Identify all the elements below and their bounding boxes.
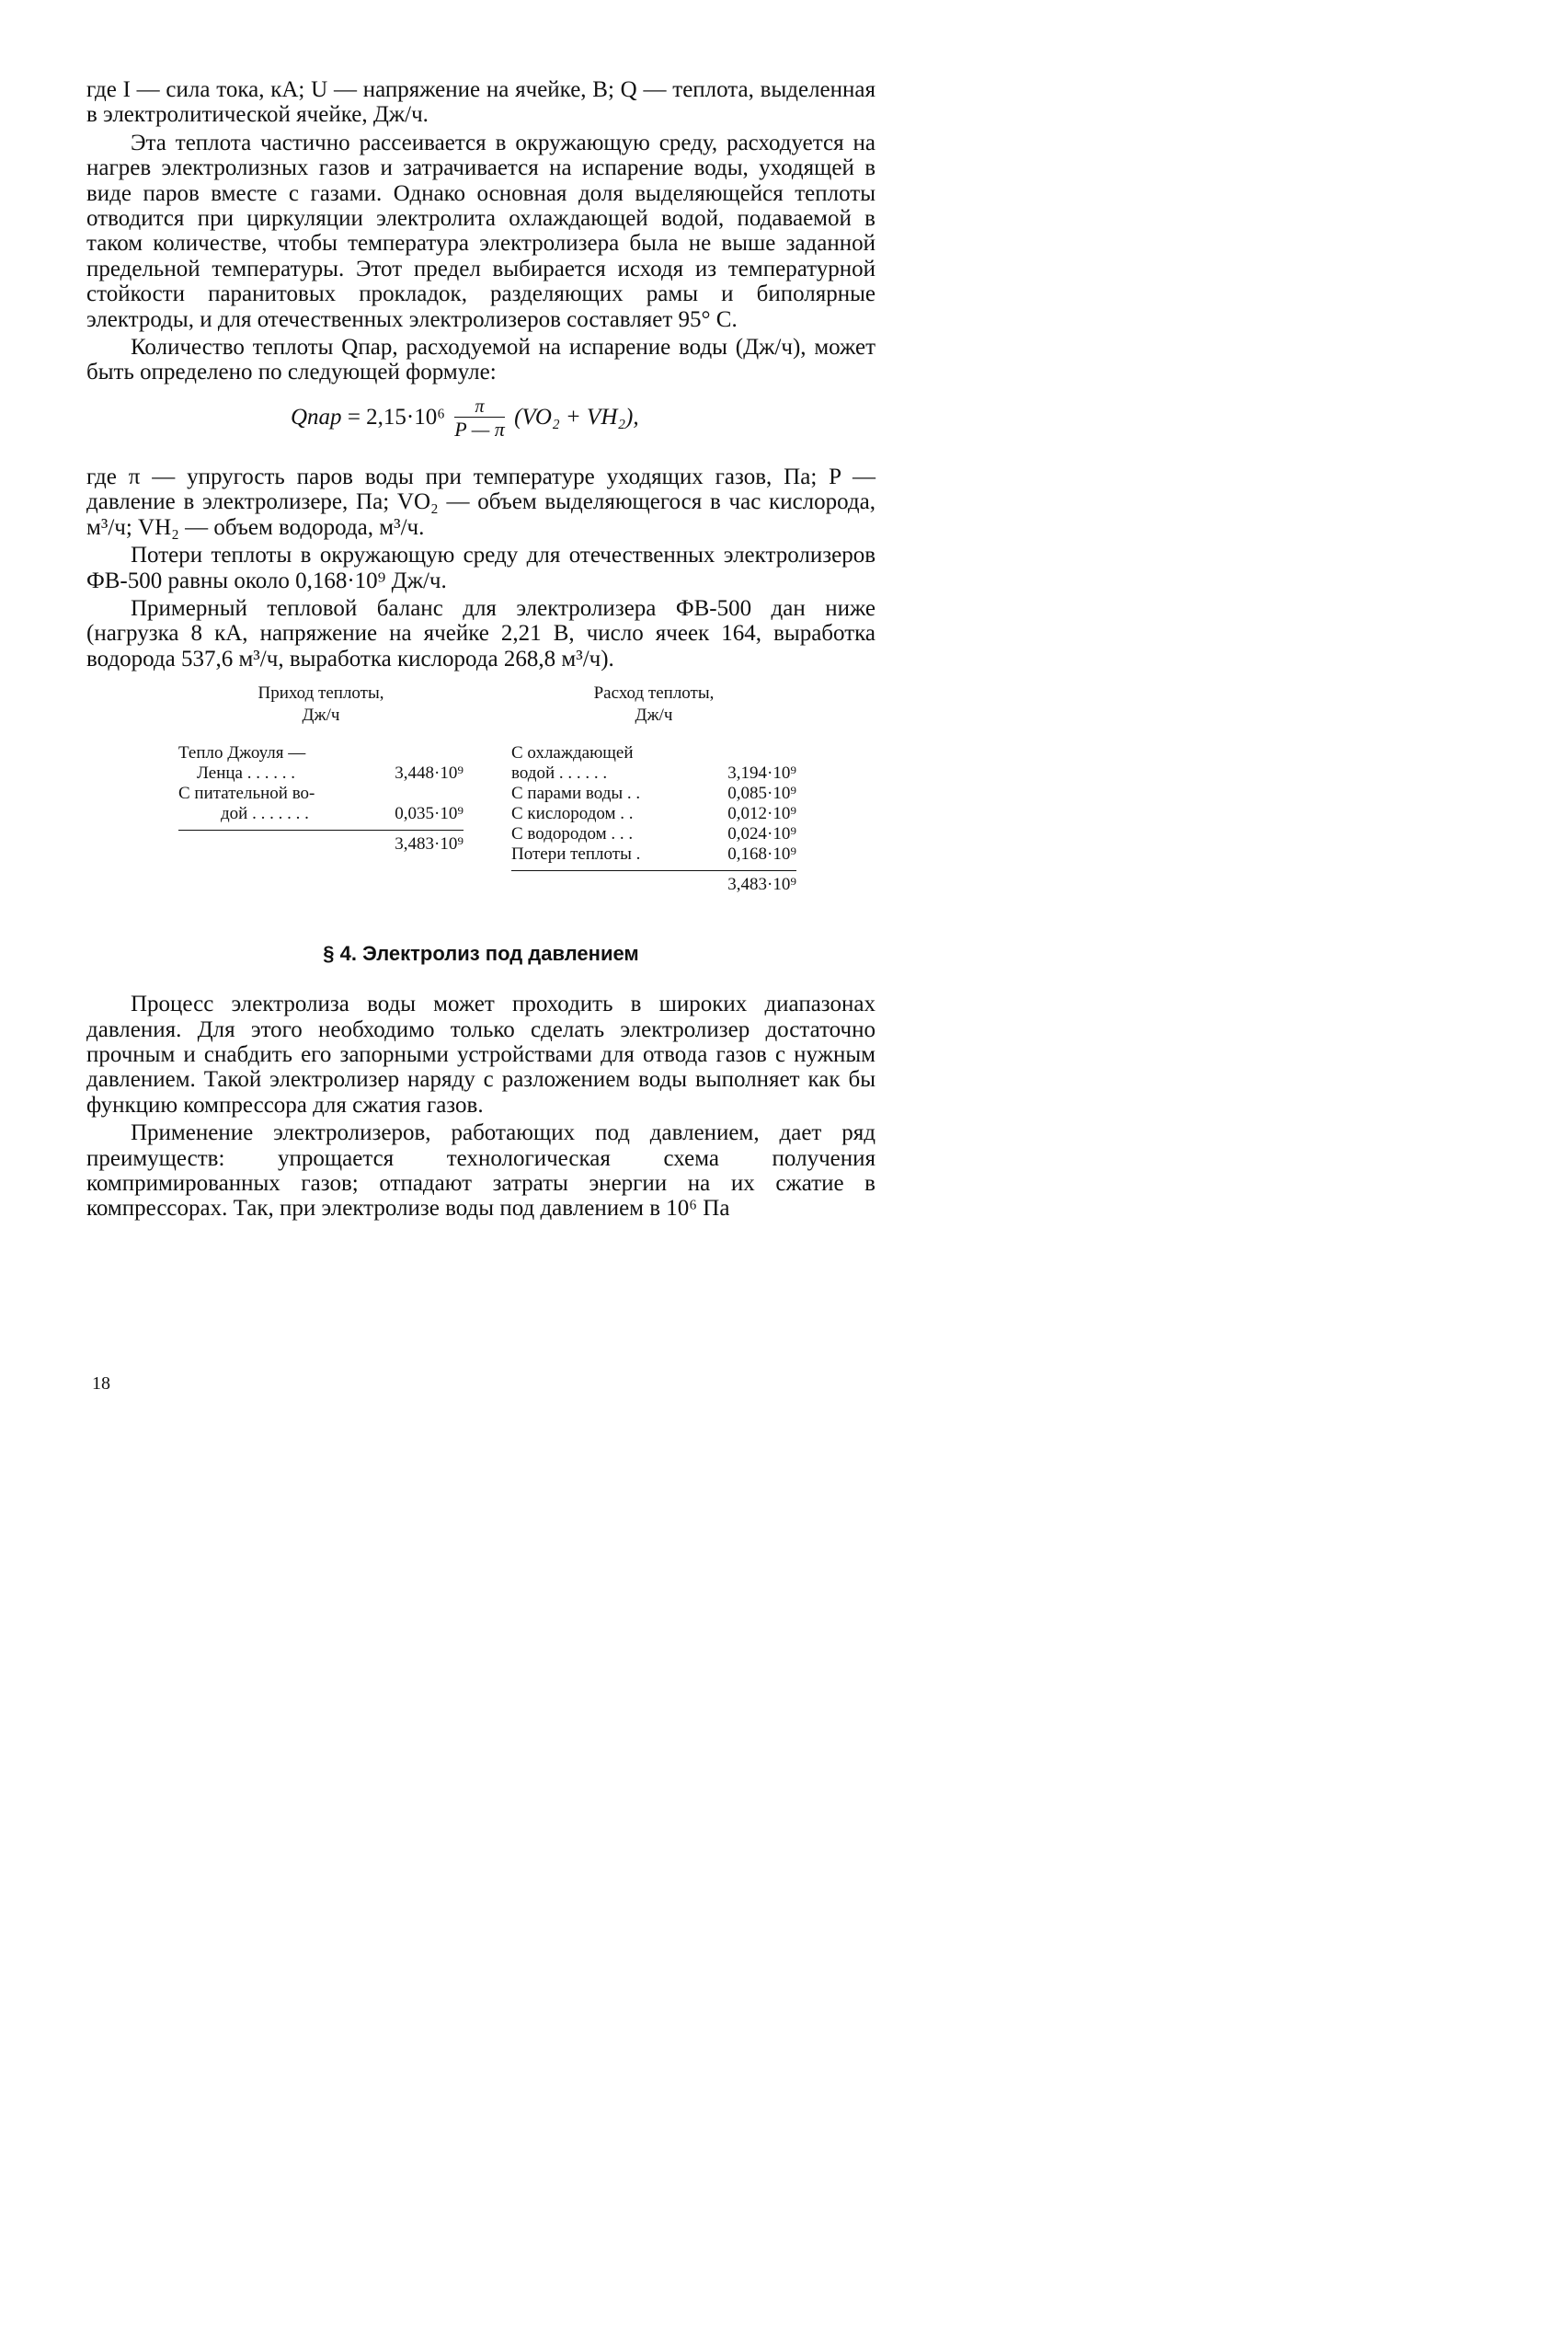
income-row: С питательной во-: [178, 784, 315, 804]
expense-row: С парами воды . . 0,085·10⁹: [511, 784, 796, 804]
formula-coefficient: = 2,15·10⁶: [347, 405, 445, 431]
paragraph-4: где π — упругость паров воды при температуре уходящих газов, Па; P — давление в электролизере, Па; VO₂ — объем выделяющегося в час кислорода, м³/ч; VH₂ — объем водорода, м³/ч.: [86, 464, 876, 540]
formula-denominator: P — π: [454, 417, 505, 441]
section-heading: § 4. Электролиз под давлением: [323, 942, 639, 966]
income-column: [178, 683, 464, 855]
expense-column: [511, 683, 796, 895]
income-header-unit: Дж/ч: [302, 706, 340, 726]
paragraph-3: Количество теплоты Qпар, расходуемой на испарение воды (Дж/ч), может быть определено по следующей формуле:: [86, 335, 876, 385]
income-header-title: Приход теплоты,: [258, 683, 384, 704]
income-row: дой . . . . . . . 0,035·10⁹: [221, 804, 464, 824]
paragraph-8: Применение электролизеров, работающих под давлением, дает ряд преимуществ: упрощается технологическая схема получения компримированных газов; отпадают затраты энергии на их сжатие в компрессорах. Так, при электролизе воды под давлением в 10⁶ Па: [86, 1120, 876, 1222]
paragraph-7: Процесс электролиза воды может проходить в широких диапазонах давления. Для этого необходимо только сделать электролизер достаточно прочным и снабдить его запорными устройствами для отвода газов с нужным давлением. Такой электролизер наряду с разложением воды выполняет как бы функцию компрессора для сжатия газов.: [86, 992, 876, 1118]
paragraph-5: Потери теплоты в окружающую среду для отечественных электролизеров ФВ-500 равны около 0,168·10⁹ Дж/ч.: [86, 543, 876, 593]
expense-row: С охлаждающей: [511, 743, 634, 763]
formula-numerator: π: [454, 396, 505, 418]
expense-total: 3,483·10⁹: [511, 870, 796, 895]
expense-header-unit: Дж/ч: [635, 706, 673, 726]
expense-header: [511, 683, 796, 727]
expense-row: С кислородом . . 0,012·10⁹: [511, 804, 796, 824]
formula-rhs: (VO₂ + VH₂),: [514, 405, 639, 431]
expense-row: водой . . . . . . 3,194·10⁹: [511, 763, 796, 784]
income-row: Ленца . . . . . . 3,448·10⁹: [197, 763, 464, 784]
paragraph-2: Эта теплота частично рассеивается в окружающую среду, расходуется на нагрев электролизных газов и затрачивается на испарение воды, уходящей в виде паров вместе с газами. Однако основная доля выделяющейся теплоты отводится при циркуляции электролита охлаждающей водой, подаваемой в таком количестве, чтобы температура электролизера была не выше заданной предельной температуры. Этот предел выбирается исходя из температурной стойкости паранитовых прокладок, разделяющих рамы и биполярные электроды, и для отечественных электролизеров составляет 95° С.: [86, 130, 876, 332]
paragraph-1: где I — сила тока, кА; U — напряжение на ячейке, В; Q — теплота, выделенная в электролитической ячейке, Дж/ч.: [86, 77, 876, 128]
paragraph-6: Примерный тепловой баланс для электролизера ФВ-500 дан ниже (нагрузка 8 кА, напряжение на ячейке 2,21 В, число ячеек 164, выработка водорода 537,6 м³/ч, выработка кислорода 268,8 м³/ч).: [86, 595, 876, 672]
expense-row: Потери теплоты . 0,168·10⁹: [511, 844, 796, 865]
page-number: 18: [92, 1373, 110, 1394]
income-total: 3,483·10⁹: [178, 830, 464, 855]
income-row: Тепло Джоуля —: [178, 743, 306, 763]
expense-row: С водородом . . . 0,024·10⁹: [511, 824, 796, 844]
heat-balance-table: [86, 683, 876, 924]
expense-header-title: Расход теплоты,: [593, 683, 715, 704]
page-body: [86, 77, 876, 1222]
formula-lhs: Qпар: [291, 405, 342, 431]
income-header: [178, 683, 464, 727]
heat-formula: [86, 389, 876, 461]
formula-fraction: [454, 396, 505, 442]
